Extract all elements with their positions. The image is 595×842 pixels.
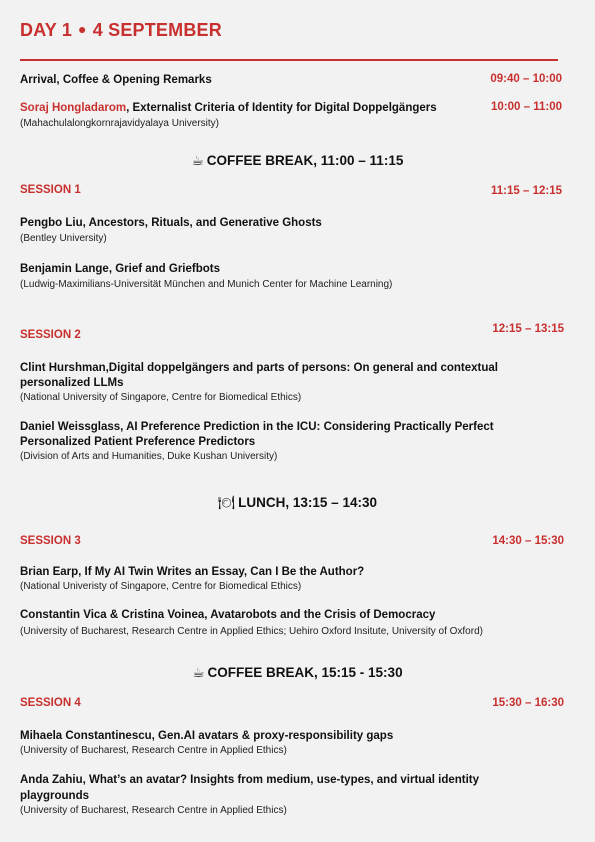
keynote-affiliation: (Mahachulalongkornrajavidyalaya University): [20, 118, 219, 129]
session-3-label: SESSION 3: [20, 535, 81, 547]
talk-title-line-1: Daniel Weissglass, AI Preference Prediction in the ICU: Considering Practically Perfect: [20, 421, 494, 433]
talk-title: Pengbo Liu, Ancestors, Rituals, and Generative Ghosts: [20, 217, 322, 229]
talk-title: Brian Earp, If My AI Twin Writes an Essay, Can I Be the Author?: [20, 566, 365, 578]
utensils-icon: 🍽: [218, 495, 236, 510]
coffee-break-2-label: COFFEE BREAK, 15:15 - 15:30: [207, 665, 403, 680]
talk-title-line-2: playgrounds: [20, 790, 90, 802]
keynote-title: [20, 101, 437, 116]
arrival-time: 09:40 – 10:00: [490, 73, 562, 85]
talk-title-line-1: Anda Zahiu, What’s an avatar? Insights from medium, use-types, and virtual identity: [20, 774, 480, 786]
coffee-break-1-label: COFFEE BREAK, 11:00 – 11:15: [206, 153, 404, 168]
session-3-time: 14:30 – 15:30: [492, 535, 564, 547]
session-1-time: 11:15 – 12:15: [491, 185, 562, 197]
talk-affiliation: (University of Bucharest, Research Centre in Applied Ethics): [20, 805, 287, 816]
session-4-label: SESSION 4: [20, 697, 81, 709]
header-divider: [20, 59, 558, 61]
talk-affiliation: (National University of Singapore, Centre for Biomedical Ethics): [20, 392, 302, 403]
arrival-title: Arrival, Coffee & Opening Remarks: [20, 74, 212, 86]
talk-title-line-1: Clint Hurshman,Digital doppelgängers and parts of persons: On general and contextual: [20, 362, 498, 374]
session-2-label: SESSION 2: [20, 329, 81, 341]
talk-affiliation: (National Univeristy of Singapore, Centre for Biomedical Ethics): [20, 581, 302, 592]
talk-title-line-2: personalized LLMs: [20, 377, 124, 389]
talk-title-line-2: Personalized Patient Preference Predictors: [20, 436, 256, 448]
talk-affiliation: (Division of Arts and Humanities, Duke Kushan University): [20, 451, 278, 462]
talk-affiliation: (University of Bucharest, Research Centre in Applied Ethics): [20, 745, 287, 756]
coffee-break-1: [0, 153, 595, 169]
coffee-icon: ☕: [191, 153, 204, 168]
day-heading: [20, 20, 222, 41]
lunch-label: LUNCH, 13:15 – 14:30: [238, 495, 377, 510]
keynote-speaker: Soraj Hongladarom: [20, 102, 127, 114]
talk-affiliation: (University of Bucharest, Research Centre in Applied Ethics; Uehiro Oxford Insitute, University of Oxford): [20, 626, 483, 637]
session-1-label: SESSION 1: [20, 184, 81, 196]
coffee-icon: ☕: [192, 665, 205, 680]
talk-affiliation: (Bentley University): [20, 233, 107, 244]
lunch-break: [0, 495, 595, 511]
talk-affiliation: (Ludwig-Maximilians-Universität München and Munich Center for Machine Learning): [20, 279, 393, 290]
coffee-break-2: [0, 665, 595, 681]
keynote-time: 10:00 – 11:00: [491, 101, 562, 113]
day-label: DAY 1: [20, 20, 73, 40]
keynote-talk: , Externalist Criteria of Identity for Digital Doppelgängers: [126, 102, 437, 114]
session-4-time: 15:30 – 16:30: [492, 697, 564, 709]
separator-dot: ●: [78, 21, 87, 37]
talk-title: Constantin Vica & Cristina Voinea, Avatarobots and the Crisis of Democracy: [20, 609, 436, 621]
date-label: 4 SEPTEMBER: [92, 20, 222, 40]
session-2-time: 12:15 – 13:15: [492, 323, 564, 335]
talk-title: Benjamin Lange, Grief and Griefbots: [20, 263, 221, 275]
talk-title: Mihaela Constantinescu, Gen.AI avatars & proxy-responsibility gaps: [20, 730, 394, 742]
